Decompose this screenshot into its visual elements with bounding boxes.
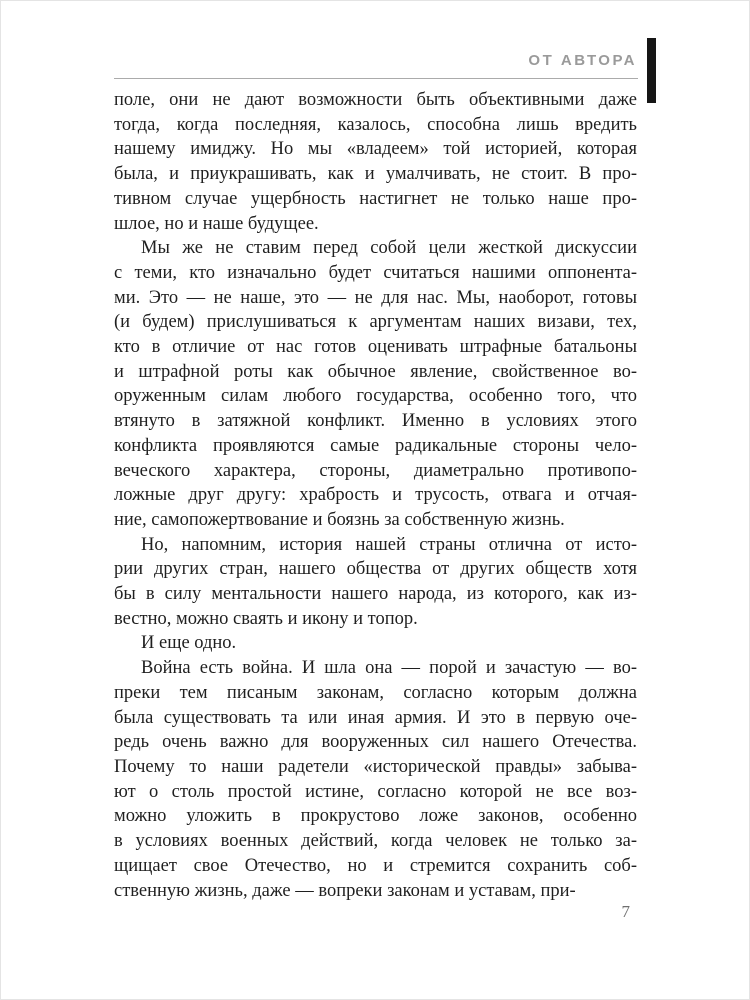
- text-line: Война есть война. И шла она — порой и зачастую — во-: [141, 658, 637, 679]
- text-line: редь очень важно для вооруженных сил нашего Отечества.: [114, 732, 637, 753]
- text-line: ние, самопожертвование и боязнь за собственную жизнь.: [114, 509, 565, 530]
- text-line: веческого характера, стороны, диаметрально противопо-: [114, 460, 637, 481]
- text-line: ют о столь простой истине, согласно которой не все воз-: [114, 781, 637, 802]
- text-line: была, и приукрашивать, как и умалчивать, не стоит. В про-: [114, 164, 637, 185]
- text-line: преки тем писаным законам, согласно которым должна: [114, 682, 637, 703]
- text-line: И еще одно.: [141, 633, 237, 654]
- text-line: рии других стран, нашего общества от других обществ хотя: [114, 559, 637, 580]
- chapter-accent-bar: [647, 38, 656, 103]
- body-text: [114, 88, 637, 903]
- text-line: ми. Это — не наше, это — не для нас. Мы, наоборот, готовы: [114, 287, 637, 308]
- header-rule: [114, 78, 638, 79]
- text-line: втянуто в затяжной конфликт. Именно в условиях этого: [114, 411, 637, 432]
- text-line: можно уложить в прокрустово ложе законов, особенно: [114, 806, 637, 827]
- text-line: нашему имиджу. Но мы «владеем» той историей, которая: [114, 139, 637, 160]
- text-line: тогда, когда последняя, казалось, способна лишь вредить: [114, 114, 637, 135]
- text-line: в условиях военных действий, когда человек не только за-: [114, 831, 637, 852]
- text-line: (и будем) прислушиваться к аргументам наших визави, тех,: [114, 312, 637, 333]
- text-line: ложные друг другу: храбрость и трусость, отвага и отчая-: [114, 485, 637, 506]
- text-line: кто в отличие от нас готов оценивать штрафные батальоны: [114, 337, 637, 358]
- text-line: бы в силу ментальности нашего народа, из которого, как из-: [114, 584, 637, 605]
- text-line: ственную жизнь, даже — вопреки законам и уставам, при-: [114, 880, 576, 901]
- text-line: с теми, кто изначально будет считаться нашими оппонента-: [114, 262, 637, 283]
- text-line: оруженным силам любого государства, особенно того, что: [114, 386, 637, 407]
- paragraph: [114, 533, 637, 632]
- paragraph: [114, 88, 637, 236]
- text-line: вестно, можно сваять и икону и топор.: [114, 608, 418, 629]
- text-line: шлое, но и наше будущее.: [114, 213, 319, 234]
- text-line: конфликта проявляются самые радикальные стороны чело-: [114, 435, 637, 456]
- text-line: тивном случае ущербность настигнет не только наше про-: [114, 188, 637, 209]
- text-line: Мы же не ставим перед собой цели жесткой дискуссии: [141, 238, 637, 259]
- paragraph: [114, 236, 637, 532]
- text-line: Почему то наши радетели «исторической правды» забыва-: [114, 756, 637, 777]
- text-line: была существовать та или иная армия. И это в первую оче-: [114, 707, 637, 728]
- text-line: поле, они не дают возможности быть объективными даже: [114, 90, 637, 110]
- paragraph: [114, 631, 637, 656]
- text-line: Но, напомним, история нашей страны отлична от исто-: [141, 534, 637, 555]
- text-line: и штрафной роты как обычное явление, свойственное во-: [114, 361, 637, 382]
- running-title: ОТ АВТОРА: [528, 52, 637, 69]
- text-line: щищает свое Отечество, но и стремится сохранить соб-: [114, 855, 637, 876]
- page-number: 7: [621, 902, 630, 921]
- paragraph: [114, 656, 637, 903]
